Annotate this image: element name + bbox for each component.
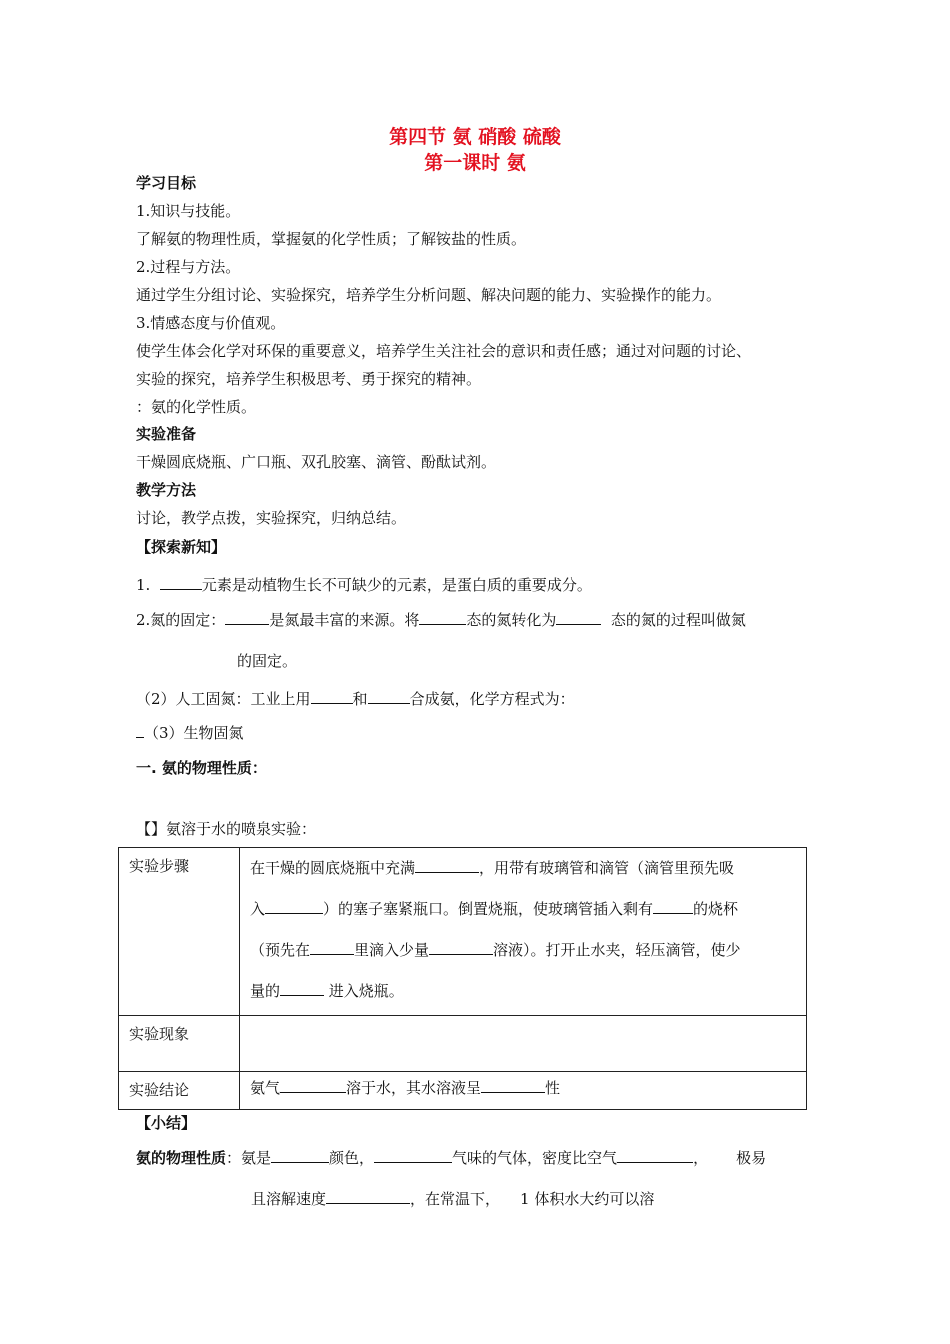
question-2-part-a: 2.氮的固定： <box>136 611 226 629</box>
conclusion-label: 实验结论 <box>119 1072 240 1110</box>
method-heading: 教学方法 <box>136 481 197 499</box>
emotion-text-1: 使学生体会化学对环保的重要意义，培养学生关注社会的意识和责任感；通过对问题的讨论、 <box>136 342 752 360</box>
table-row <box>119 1072 807 1110</box>
phenomenon-content <box>240 1016 807 1072</box>
text: 入 <box>250 900 266 918</box>
key-point: ：氨的化学性质。 <box>136 398 257 416</box>
blank <box>280 980 324 996</box>
text: （预先在 <box>250 941 311 959</box>
question-3 <box>136 688 575 710</box>
conclusion-content <box>240 1072 807 1110</box>
text: 里滴入少量 <box>354 941 430 959</box>
method-text: 讨论，教学点拨，实验探究，归纳总结。 <box>136 509 407 527</box>
steps-line-3 <box>250 930 798 971</box>
question-2-part-b: 是氮最丰富的来源。将 <box>269 611 420 629</box>
steps-content <box>240 848 807 1016</box>
summary-label: 氨的物理性质 <box>136 1149 227 1167</box>
text: ，在常温下， <box>410 1190 501 1208</box>
steps-label: 实验步骤 <box>119 848 240 1016</box>
page-title: 第四节 氨 硝酸 硫酸 <box>389 126 561 148</box>
knowledge-label: 1.知识与技能。 <box>136 202 241 220</box>
text: 颜色， <box>329 1149 375 1167</box>
text: 气味的气体，密度比空气 <box>452 1149 618 1167</box>
blank <box>556 609 601 625</box>
text: 性 <box>545 1079 561 1097</box>
text: 溶于水，其水溶液呈 <box>346 1079 482 1097</box>
question-1-text: 元素是动植物生长不可缺少的元素，是蛋白质的重要成分。 <box>201 576 592 594</box>
blank <box>617 1147 693 1163</box>
question-3-part-b: 和 <box>352 690 368 708</box>
blank <box>429 939 493 955</box>
text: ，用带有玻璃管和滴管（滴管里预先吸 <box>479 859 735 877</box>
steps-line-4 <box>250 971 798 1012</box>
summary-line-2 <box>251 1188 654 1210</box>
question-4-text: （3）生物固氮 <box>144 724 244 742</box>
prep-heading: 实验准备 <box>136 425 197 443</box>
question-2-cont: 的固定。 <box>237 652 298 670</box>
text: 进入烧瓶。 <box>328 982 404 1000</box>
question-1 <box>136 574 592 596</box>
process-text: 通过学生分组讨论、实验探究，培养学生分析问题、解决问题的能力、实验操作的能力。 <box>136 286 722 304</box>
text: 1 体积水大约可以溶 <box>520 1190 655 1208</box>
blank <box>160 574 202 590</box>
physical-heading: 一. 氨的物理性质： <box>136 759 267 777</box>
steps-line-2 <box>250 889 798 930</box>
text: ）的塞子塞紧瓶口。倒置烧瓶，使玻璃管插入剩有 <box>323 900 654 918</box>
question-4 <box>136 722 244 744</box>
blank <box>374 1147 452 1163</box>
explore-heading: 【探索新知】 <box>136 538 227 556</box>
summary-line-1 <box>136 1147 766 1169</box>
blank <box>311 688 353 704</box>
process-label: 2.过程与方法。 <box>136 258 241 276</box>
question-1-number: 1. <box>136 576 151 594</box>
table-row <box>119 1016 807 1072</box>
knowledge-text: 了解氨的物理性质，掌握氨的化学性质；了解铵盐的性质。 <box>136 230 527 248</box>
summary-heading: 【小结】 <box>136 1114 197 1132</box>
blank <box>280 1077 346 1093</box>
text: 溶液）。打开止水夹，轻压滴管，使少 <box>493 941 741 959</box>
steps-line-1 <box>250 848 798 889</box>
blank <box>419 609 466 625</box>
question-2-part-d: 态的氮的过程叫做氮 <box>610 611 746 629</box>
blank <box>481 1077 545 1093</box>
experiment-table <box>118 847 807 1110</box>
text: 且溶解速度 <box>251 1190 327 1208</box>
text: 的烧杯 <box>693 900 739 918</box>
blank <box>415 857 479 873</box>
text: ：氨是 <box>226 1149 272 1167</box>
text: 量的 <box>250 982 281 1000</box>
emotion-text-2: 实验的探究，培养学生积极思考、勇于探究的精神。 <box>136 370 482 388</box>
blank <box>265 898 323 914</box>
table-row <box>119 848 807 1016</box>
objectives-heading: 学习目标 <box>136 174 197 192</box>
blank <box>225 609 269 625</box>
question-2-part-c: 态的氮转化为 <box>466 611 557 629</box>
page-subtitle: 第一课时 氨 <box>424 152 526 174</box>
question-2 <box>136 609 746 631</box>
text: 极易 <box>736 1149 767 1167</box>
question-3-part-c: 合成氨，化学方程式为： <box>409 690 575 708</box>
blank <box>368 688 410 704</box>
text: 氨气 <box>250 1079 281 1097</box>
phenomenon-label: 实验现象 <box>119 1016 240 1072</box>
blank <box>653 898 693 914</box>
text: ， <box>693 1149 709 1167</box>
blank <box>310 939 354 955</box>
question-3-part-a: （2）人工固氮：工业上用 <box>136 690 311 708</box>
prep-text: 干燥圆底烧瓶、广口瓶、双孔胶塞、滴管、酚酞试剂。 <box>136 453 497 471</box>
experiment-title: 【】氨溶于水的喷泉实验： <box>136 820 317 838</box>
emotion-label: 3.情感态度与价值观。 <box>136 314 286 332</box>
text: 在干燥的圆底烧瓶中充满 <box>250 859 416 877</box>
blank <box>326 1188 410 1204</box>
blank <box>136 722 144 738</box>
blank <box>271 1147 329 1163</box>
